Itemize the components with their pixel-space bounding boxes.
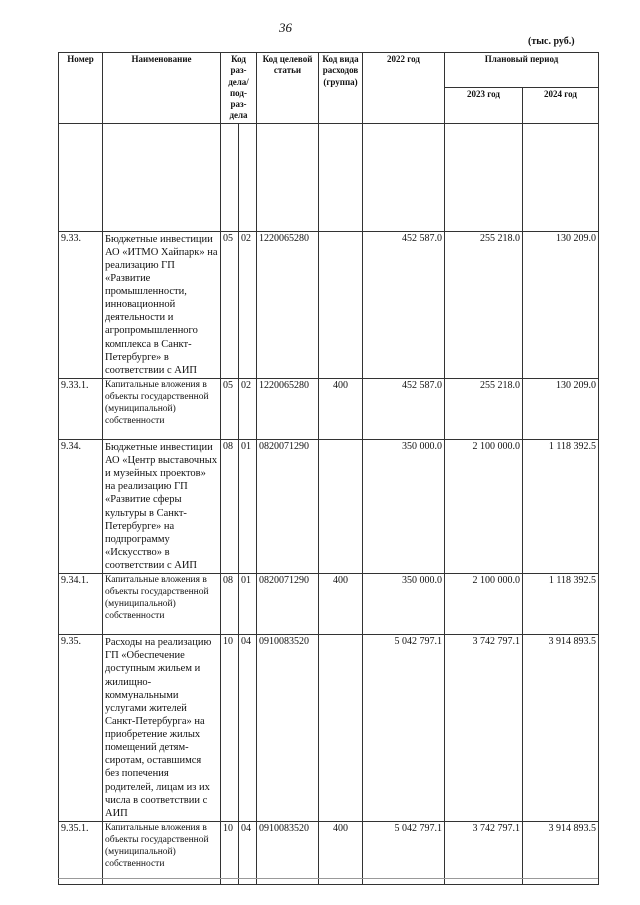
row-subsection: 02	[239, 378, 257, 439]
page-number: 36	[279, 20, 292, 35]
row-2023: 255 218.0	[445, 231, 523, 378]
row-2024: 3 914 893.5	[523, 635, 599, 822]
row-section: 10	[221, 635, 239, 822]
row-name: Бюджетные инвестиции АО «ИТМО Хайпарк» на реализацию ГП «Развитие промышленности, инновационной деятельности и агропромышленного комплекса в Санкт-Петербурге» в соответствии с АИП	[103, 231, 221, 378]
row-expense: 400	[319, 821, 363, 884]
row-2023: 255 218.0	[445, 378, 523, 439]
row-section: 10	[221, 821, 239, 884]
table-row	[59, 378, 599, 439]
row-subsection: 01	[239, 439, 257, 573]
row-name: Капитальные вложения в объекты государственной (муниципальной) собственности	[103, 574, 221, 635]
row-2023: 3 742 797.1	[445, 821, 523, 884]
row-subsection: 04	[239, 821, 257, 884]
header-number: Номер	[59, 53, 103, 124]
row-target: 0910083520	[257, 635, 319, 822]
row-number: 9.35.	[59, 635, 103, 822]
row-number: 9.33.	[59, 231, 103, 378]
row-2023: 2 100 000.0	[445, 439, 523, 573]
row-2023: 2 100 000.0	[445, 574, 523, 635]
header-section-code: Код раз-дела/ под-раз-дела	[221, 53, 257, 124]
row-expense	[319, 635, 363, 822]
table-row	[59, 439, 599, 573]
header-planned-period: Плановый период	[445, 53, 599, 88]
row-2024: 1 118 392.5	[523, 439, 599, 573]
row-2022: 452 587.0	[363, 378, 445, 439]
row-section: 05	[221, 231, 239, 378]
row-expense: 400	[319, 378, 363, 439]
row-target: 0820071290	[257, 574, 319, 635]
row-subsection: 02	[239, 231, 257, 378]
row-section: 08	[221, 439, 239, 573]
row-name: Капитальные вложения в объекты государственной (муниципальной) собственности	[103, 378, 221, 439]
row-number: 9.34.1.	[59, 574, 103, 635]
row-2023: 3 742 797.1	[445, 635, 523, 822]
row-target: 1220065280	[257, 378, 319, 439]
table-row	[59, 574, 599, 635]
row-name: Бюджетные инвестиции АО «Центр выставочных и музейных проектов» на реализацию ГП «Развитие сферы культуры в Санкт-Петербурге» на подпрограмму «Искусство» в соответствии с АИП	[103, 439, 221, 573]
row-subsection: 04	[239, 635, 257, 822]
row-name: Капитальные вложения в объекты государственной (муниципальной) собственности	[103, 821, 221, 884]
budget-table	[58, 52, 599, 885]
page-bottom-rule	[58, 878, 598, 879]
header-2023: 2023 год	[445, 88, 523, 123]
row-2022: 350 000.0	[363, 439, 445, 573]
row-number: 9.35.1.	[59, 821, 103, 884]
row-target: 0910083520	[257, 821, 319, 884]
row-number: 9.33.1.	[59, 378, 103, 439]
header-2024: 2024 год	[523, 88, 599, 123]
header-2022: 2022 год	[363, 53, 445, 124]
row-name: Расходы на реализацию ГП «Обеспечение доступным жильем и жилищно-коммунальными услугами жителей Санкт-Петербурга» на приобретение жилых помещений детям-сиротам, оставшимся без попечения родителей, лицам из их числа в соответствии с АИП	[103, 635, 221, 822]
row-target: 0820071290	[257, 439, 319, 573]
table-row	[59, 635, 599, 822]
row-2024: 1 118 392.5	[523, 574, 599, 635]
table-row	[59, 231, 599, 378]
row-section: 08	[221, 574, 239, 635]
row-target: 1220065280	[257, 231, 319, 378]
row-2022: 452 587.0	[363, 231, 445, 378]
header-name: Наименование	[103, 53, 221, 124]
table-row	[59, 821, 599, 884]
row-subsection: 01	[239, 574, 257, 635]
row-2022: 5 042 797.1	[363, 821, 445, 884]
header-expense-code: Код вида расходов (группа)	[319, 53, 363, 124]
row-expense: 400	[319, 574, 363, 635]
row-expense	[319, 231, 363, 378]
row-expense	[319, 439, 363, 573]
header-target-code: Код целевой статьи	[257, 53, 319, 124]
row-section: 05	[221, 378, 239, 439]
row-2022: 350 000.0	[363, 574, 445, 635]
row-2024: 130 209.0	[523, 231, 599, 378]
row-2022: 5 042 797.1	[363, 635, 445, 822]
units-label: (тыс. руб.)	[528, 36, 575, 47]
row-number: 9.34.	[59, 439, 103, 573]
row-2024: 130 209.0	[523, 378, 599, 439]
row-2024: 3 914 893.5	[523, 821, 599, 884]
